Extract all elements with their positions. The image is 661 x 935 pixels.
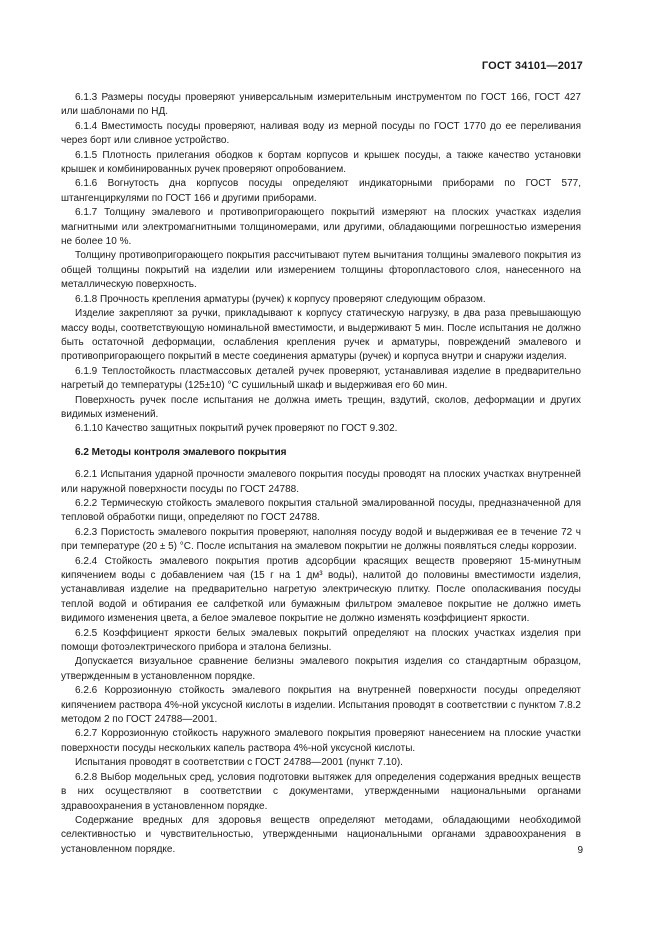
paragraph: 6.1.8 Прочность крепления арматуры (ручек) к корпусу проверяют следующим образом. (75, 293, 486, 305)
paragraph: 6.2.5 Коэффициент яркости белых эмалевых покрытий определяют на плоских участках изделия при помощи фотоэлектрического прибора и эталона белизны. (61, 627, 581, 654)
paragraph: 6.2.6 Коррозионную стойкость эмалевого покрытия на внутренней поверхности посуды определяют кипячением раствора 4%-ной уксусной кислоты в изделии. Испытания проводят в соответствии с пунктом 7.8.2 методом 2 по ГОСТ 24788—2001. (61, 685, 581, 726)
paragraph: 6.2.2 Термическую стойкость эмалевого покрытия стальной эмалированной посуды, предназначенной для тепловой обработки пищи, определяют по ГОСТ 24788. (61, 497, 581, 524)
paragraph: 6.1.6 Вогнутость дна корпусов посуды определяют индикаторными приборами по ГОСТ 577, штангенциркулями по ГОСТ 166 и другими приборами. (61, 178, 581, 204)
paragraph: 6.1.5 Плотность прилегания ободков к бортам корпусов и крышек посуды, а также качество установки крышек и комбинированных ручек проверяют опробованием. (61, 149, 581, 176)
paragraph: 6.1.4 Вместимость посуды проверяют, наливая воду из мерной посуды по ГОСТ 1770 до ее переливания через борт или сливное устройство. (61, 120, 581, 147)
section-heading: 6.2 Методы контроля эмалевого покрытия (75, 446, 287, 458)
paragraph: 6.1.9 Теплостойкость пластмассовых деталей ручек проверяют, устанавливая изделие в предварительно нагретый до температуры (125±10) °С сушильный шкаф и выдерживая его 60 мин. (61, 365, 581, 392)
paragraph: Поверхность ручек после испытания не должна иметь трещин, вздутий, сколов, деформации и других видимых изменений. (61, 394, 581, 420)
paragraph: 6.2.8 Выбор модельных сред, условия подготовки вытяжек для определения содержания вредных веществ в них осуществляют в соответствии с документами, утвержденными национальными органами здравоохранения в установленном порядке. (61, 771, 581, 812)
paragraph: Допускается визуальное сравнение белизны эмалевого покрытия изделия со стандартным образцом, утвержденным в установленном порядке. (61, 656, 581, 682)
paragraph: Испытания проводят в соответствии с ГОСТ 24788—2001 (пункт 7.10). (75, 757, 403, 769)
paragraph: 6.2.4 Стойкость эмалевого покрытия против адсорбции красящих веществ проверяют 15-минутным кипячением воды с добавлением чая (15 г на 1 дм³ воды), налитой до половины вместимости изделия, устанавливая изделие на предварительно нагретую электрическую плитку. После ополаскивания посуды теплой водой и обтирания ее салфеткой или бумажным фильтром эмалевое покрытие не должно иметь видимого изменения цвета, а белое эмалевое покрытие не должно изменять коэффициент яркости. (61, 555, 581, 625)
paragraph: 6.1.3 Размеры посуды проверяют универсальным измерительным инструментом по ГОСТ 166, ГОСТ 427 или шаблонами по НД. (61, 92, 581, 118)
paragraph: 6.1.10 Качество защитных покрытий ручек проверяют по ГОСТ 9.302. (75, 423, 398, 435)
paragraph: 6.1.7 Толщину эмалевого и противопригорающего покрытий измеряют на плоских участках изделия магнитными или электромагнитными толщиномерами, или другими, обладающими погрешностью измерения не более 10 %. (61, 207, 581, 248)
page-number: 9 (577, 845, 583, 856)
paragraph: 6.2.1 Испытания ударной прочности эмалевого покрытия посуды проводят на плоских участках внутренней или наружной поверхности посуды по ГОСТ 24788. (61, 469, 581, 495)
paragraph: 6.2.7 Коррозионную стойкость наружного эмалевого покрытия проверяют нанесением на плоские участки поверхности посуды нескольких капель раствора 4%-ной уксусной кислоты. (61, 728, 581, 754)
paragraph: Изделие закрепляют за ручки, прикладывают к корпусу статическую нагрузку, в два раза превышающую массу воды, соответствующую номинальной вместимости, и выдерживают 5 мин. После испытания не должно быть остаточной деформации, ослабления крепления ручек и арматуры, повреждений эмалевого и противопригорающего покрытий в месте соединения арматуры (ручек) и корпуса внутри и снаружи изделия. (61, 308, 581, 363)
paragraph: Толщину противопригорающего покрытия рассчитывают путем вычитания толщины эмалевого покрытия из общей толщины покрытий на изделии или измерением толщины фторопластового слоя, нанесенного на металлическую поверхность. (61, 250, 581, 291)
paragraph: 6.2.3 Пористость эмалевого покрытия проверяют, наполняя посуду водой и выдерживая ее в течение 72 ч при температуре (20 ± 5) °С. После испытания на эмалевом покрытии не должны появляться следы коррозии. (61, 526, 581, 553)
document-code: ГОСТ 34101—2017 (481, 60, 583, 72)
document-body (61, 91, 581, 857)
paragraph: Содержание вредных для здоровья веществ определяют методами, обладающими необходимой селективностью и чувствительностью, утвержденными национальными органами здравоохранения в установленном порядке. (61, 814, 581, 855)
